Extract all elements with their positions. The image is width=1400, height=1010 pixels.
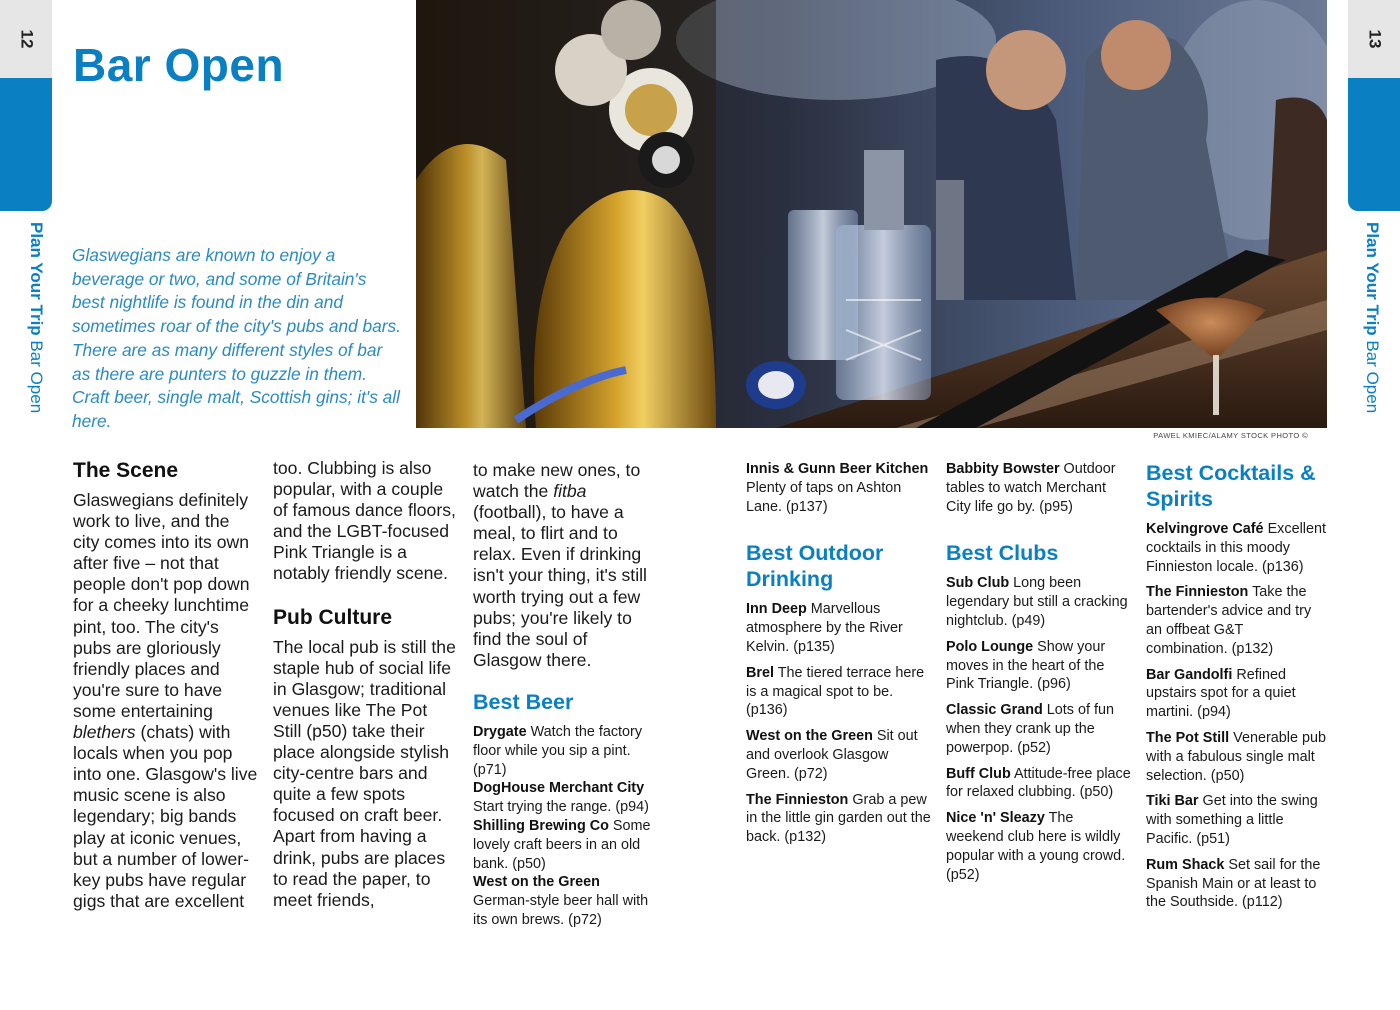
entry-desc: Lots of fun when they crank up the powerpop. (p52) bbox=[946, 702, 1114, 756]
intro-text: Glaswegians are known to enjoy a beverage or two, and some of Britain's best nightlife is found in the din and sometimes roar of the city's pubs and bars. There are as many different styles of bar as there are punters to guzzle in them. Craft beer, single malt, Scottish gins; it's all here. bbox=[72, 245, 401, 431]
pub-culture-heading: Pub Culture bbox=[273, 605, 392, 629]
right-chapter-label: Bar Open bbox=[1363, 340, 1382, 414]
entry-name: Buff Club bbox=[946, 765, 1011, 782]
bar-photo-illustration bbox=[416, 0, 1327, 428]
entry-desc: Refined upstairs spot for a quiet martini. (p94) bbox=[1146, 666, 1296, 721]
entry-name: Sub Club bbox=[946, 575, 1010, 592]
entry-name: Drygate bbox=[473, 723, 527, 740]
entry-desc: Set sail for the Spanish Main or at least to the Southside. (p112) bbox=[1146, 856, 1321, 911]
left-page-number-box bbox=[0, 0, 52, 78]
entry-desc: Long been legendary but still a cracking nightclub. (p49) bbox=[946, 575, 1128, 629]
list-item bbox=[946, 638, 1131, 694]
fitba-term: fitba bbox=[553, 481, 587, 502]
list-item bbox=[1146, 856, 1326, 912]
list-item bbox=[946, 809, 1131, 884]
entry-name: The Pot Still bbox=[1146, 729, 1230, 746]
column-the-scene bbox=[73, 458, 258, 912]
left-chapter-label: Bar Open bbox=[27, 340, 46, 414]
entry-name: Classic Grand bbox=[946, 702, 1043, 719]
entry-name: Kelvingrove Café bbox=[1146, 521, 1264, 537]
entry-desc: The weekend club here is wildly popular with a young crowd. (p52) bbox=[946, 810, 1126, 883]
the-scene-part2: (chats) with locals when you pop into one. Glasgow's live music scene is also legendary; big bands play at iconic venues, but a number of lower-key pubs have regular gigs that are excellent bbox=[73, 722, 258, 911]
entry-name: Nice 'n' Sleazy bbox=[946, 810, 1045, 827]
list-item bbox=[473, 723, 653, 779]
list-item bbox=[1146, 666, 1326, 722]
list-item bbox=[746, 600, 931, 656]
entry-desc: Start trying the range. (p94) bbox=[473, 799, 649, 816]
entry-desc: Watch the factory floor while you sip a pint. (p71) bbox=[473, 723, 643, 778]
entry-name: Babbity Bowster bbox=[946, 461, 1060, 477]
entry-desc: Attitude-free place for relaxed clubbing. (p50) bbox=[946, 765, 1131, 801]
list-item bbox=[946, 765, 1131, 803]
entry-desc: Get into the swing with something a little Pacific. (p51) bbox=[1146, 793, 1318, 847]
best-outdoor-heading: Best Outdoor Drinking bbox=[746, 541, 884, 592]
pub-culture-text: The local pub is still the staple hub of social life in Glasgow; traditional venues like The Pot Still (p50) take their place alongside stylish city-centre bars and quite a few spots focused on craft beer. Apart from having a drink, pubs are places to read the paper, to meet friends, bbox=[273, 636, 456, 910]
column-pub-culture bbox=[273, 458, 458, 911]
entry-desc: The tiered terrace here is a magical spot to be. (p136) bbox=[746, 664, 925, 719]
entry-desc: Show your moves in the heart of the Pink Triangle. (p96) bbox=[946, 638, 1106, 693]
entry-name: Tiki Bar bbox=[1146, 793, 1199, 810]
best-clubs-heading: Best Clubs bbox=[946, 541, 1059, 566]
photo-credit: PAWEL KMIEC/ALAMY STOCK PHOTO © bbox=[1153, 431, 1308, 440]
entry-desc: Outdoor tables to watch Merchant City life go by. (p95) bbox=[946, 461, 1116, 515]
the-scene-text bbox=[73, 490, 258, 912]
entry-name: Bar Gandolfi bbox=[1146, 666, 1233, 683]
blethers-term: blethers bbox=[73, 722, 136, 743]
list-item bbox=[473, 817, 653, 873]
list-item bbox=[473, 779, 653, 817]
right-page-number-box bbox=[1348, 0, 1400, 78]
entry-name: Brel bbox=[746, 664, 774, 681]
right-page-number: 13 bbox=[1364, 29, 1384, 49]
right-running-head bbox=[1352, 222, 1382, 442]
right-tab-accent bbox=[1348, 78, 1400, 211]
pub-culture-continued-2: (football), to have a meal, to flirt and to relax. Even if drinking isn't your thing, it's still worth trying out a few pubs; you're likely to find the soul of Glasgow there. bbox=[473, 502, 647, 670]
list-item bbox=[746, 727, 931, 783]
entry-desc: Plenty of taps on Ashton Lane. (p137) bbox=[746, 479, 902, 515]
list-item bbox=[1146, 792, 1326, 848]
list-item bbox=[473, 873, 653, 929]
column-clubs bbox=[946, 460, 1131, 891]
pub-culture-continued bbox=[473, 460, 653, 671]
list-item bbox=[1146, 729, 1326, 785]
list-item bbox=[1146, 583, 1326, 658]
list-item bbox=[746, 664, 931, 720]
list-item bbox=[746, 460, 931, 516]
entry-name: The Finnieston bbox=[746, 791, 849, 808]
best-beer-heading: Best Beer bbox=[473, 689, 574, 714]
column-cocktails bbox=[1146, 460, 1326, 919]
left-page-number: 12 bbox=[16, 29, 36, 49]
entry-desc: Sit out and overlook Glasgow Green. (p72) bbox=[746, 728, 918, 782]
entry-name: Polo Lounge bbox=[946, 638, 1034, 655]
left-tab-accent bbox=[0, 78, 52, 211]
best-cocktails-heading: Best Cocktails & Spirits bbox=[1146, 461, 1316, 511]
entry-desc: German-style beer hall with its own brews. (p72) bbox=[473, 893, 649, 928]
the-scene-continued: too. Clubbing is also popular, with a couple of famous dance floors, and the LGBT-focused Pink Triangle is a notably friendly scene. bbox=[273, 458, 456, 584]
entry-desc: Some lovely craft beers in an old bank. (p50) bbox=[473, 817, 651, 872]
the-scene-heading: The Scene bbox=[73, 459, 179, 482]
list-item bbox=[946, 460, 1131, 516]
entry-name: Innis & Gunn Beer Kitchen bbox=[746, 461, 929, 477]
left-section-label: Plan Your Trip bbox=[27, 222, 46, 336]
page-title: Bar Open bbox=[73, 39, 285, 91]
entry-name: West on the Green bbox=[473, 874, 600, 891]
the-scene-part1: Glaswegians definitely work to live, and the city comes into its own after five – not that people don't pop down for a cheeky lunchtime pint, too. The city's pubs are gloriously friendly places and you're sure to have some entertaining bbox=[73, 490, 250, 721]
entry-name: Shilling Brewing Co bbox=[473, 817, 609, 834]
left-running-head bbox=[16, 222, 46, 442]
list-item bbox=[746, 791, 931, 847]
column-pub-culture-continued bbox=[473, 460, 653, 930]
entry-name: The Finnieston bbox=[1146, 584, 1249, 601]
entry-name: West on the Green bbox=[746, 728, 873, 745]
entry-desc: Grab a pew in the little gin garden out the back. (p132) bbox=[746, 791, 931, 846]
entry-name: Rum Shack bbox=[1146, 856, 1225, 873]
column-outdoor-drinking bbox=[746, 460, 931, 854]
list-item bbox=[946, 574, 1131, 630]
entry-desc: Marvellous atmosphere by the River Kelvin. (p135) bbox=[746, 601, 903, 655]
entry-desc: Venerable pub with a fabulous single malt selection. (p50) bbox=[1146, 729, 1326, 784]
entry-name: DogHouse Merchant City bbox=[473, 780, 645, 797]
list-item bbox=[946, 701, 1131, 757]
pub-culture-continued-1: to make new ones, to watch the bbox=[473, 460, 641, 502]
entry-name: Inn Deep bbox=[746, 601, 807, 618]
bar-photo bbox=[416, 0, 1327, 428]
entry-desc: Excellent cocktails in this moody Finnieston locale. (p136) bbox=[1146, 521, 1326, 575]
right-section-label: Plan Your Trip bbox=[1363, 222, 1382, 336]
list-item bbox=[1146, 520, 1326, 576]
entry-desc: Take the bartender's advice and try an offbeat G&T combination. (p132) bbox=[1146, 584, 1312, 657]
best-beer-section bbox=[473, 689, 653, 930]
